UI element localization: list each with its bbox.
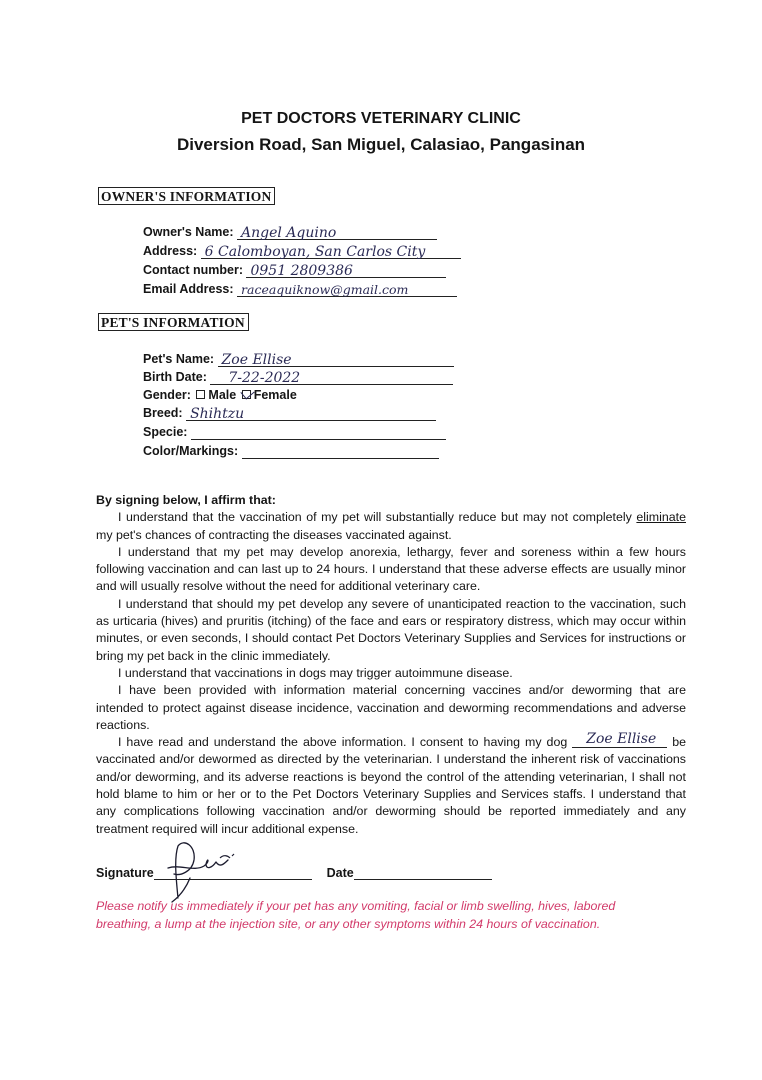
birth-date-value: 7-22-2022	[228, 370, 301, 386]
pet-name-value: Zoe Ellise	[221, 352, 292, 368]
birth-date-label: Birth Date:	[143, 370, 207, 384]
color-markings-field	[143, 443, 439, 459]
owner-contact-field	[143, 262, 446, 278]
affirmation-paragraph-5: I have been provided with information material concerning vaccines and/or deworming that are intended to protect against disease incidence, vaccination and deworming recommendations and adverse reactions.	[96, 683, 686, 732]
color-markings-label: Color/Markings:	[143, 444, 239, 458]
female-option-label: Female	[253, 388, 297, 402]
owner-address-label: Address:	[143, 244, 198, 258]
specie-label: Specie:	[143, 425, 188, 439]
affirmation-paragraph-3: I understand that should my pet develop any severe of unanticipated reaction to the vaccination, such as urticaria (hives) and pruritis (itching) of the face and ears or respiratory distress, which may occur within minutes, or even seconds, I should contact Pet Doctors Veterinary Supplies and Services for instructions or bring my pet back in the clinic immediately.	[96, 596, 686, 663]
owner-email-field	[143, 281, 457, 297]
owner-section-heading: OWNER'S INFORMATION	[98, 187, 275, 205]
clinic-address: Diversion Road, San Miguel, Calasiao, Pangasinan	[176, 135, 586, 154]
gender-label: Gender:	[143, 388, 191, 402]
breed-field	[143, 405, 436, 421]
pet-section-heading: PET'S INFORMATION	[98, 313, 249, 331]
owner-name-field	[143, 224, 437, 240]
specie-field	[143, 424, 446, 440]
signature-label: Signature	[96, 866, 154, 880]
affirmation-lead: By signing below, I affirm that:	[96, 493, 276, 507]
specie-line	[191, 425, 446, 440]
affirmation-paragraph-1: I understand that the vaccination of my pet will substantially reduce but may not completely eliminate my pet's chances of contracting the diseases vaccinated against.	[96, 510, 686, 542]
affirmation-paragraph-2: I understand that my pet may develop anorexia, lethargy, fever and soreness within a few hours following vaccination and can last up to 24 hours. I understand that these adverse effects are usually minor and will usually resolve without the need for additional veterinary care.	[96, 544, 686, 594]
date-line	[354, 865, 492, 880]
owner-email-value: raceaquiknow@gmail.com	[241, 282, 409, 297]
owner-contact-label: Contact number:	[143, 263, 243, 277]
owner-email-label: Email Address:	[143, 282, 234, 296]
handwritten-signature	[150, 838, 270, 904]
affirmation-text	[96, 492, 686, 838]
color-markings-line	[242, 444, 439, 459]
pet-name-label: Pet's Name:	[143, 352, 215, 366]
breed-label: Breed:	[143, 406, 183, 420]
affirmation-paragraph-6: I have read and understand the above information. I consent to having my dog Zoe Ellise be vaccinated and/or dewormed as directed by the veterinarian. I understand the inherent risk of vaccinations and/or deworming, and its adverse reactions is beyond the control of the attending veterinarian, I shall not hold blame to him or her or to the Pet Doctors Veterinary Supplies and Services staffs. I understand that any complications following vaccination and/or deworming should be reported immediately and any treatment required will incur additional expense.	[96, 730, 687, 836]
clinic-name: PET DOCTORS VETERINARY CLINIC	[241, 110, 521, 127]
pet-name-field	[143, 351, 454, 367]
owner-address-field	[143, 243, 461, 259]
consent-dog-name: Zoe Ellise	[586, 730, 657, 747]
female-checkbox	[242, 390, 251, 399]
birth-date-field	[143, 369, 453, 385]
male-option-label: Male	[208, 388, 237, 402]
breed-value: Shihtzu	[190, 406, 245, 422]
date-label: Date	[326, 866, 354, 880]
owner-address-value: 6 Calomboyan, San Carlos City	[204, 244, 426, 260]
owner-name-value: Angel Aquino	[241, 225, 337, 241]
owner-contact-value: 0951 2809386	[250, 263, 353, 279]
male-checkbox	[196, 390, 205, 399]
affirmation-paragraph-4: I understand that vaccinations in dogs may trigger autoimmune disease.	[118, 665, 513, 680]
aftercare-notice: Please notify us immediately if your pet has any vomiting, facial or limb swelling, hives, labored breathing, a lump at the injection site, or any other symptoms within 24 hours of vaccination.	[96, 899, 616, 931]
gender-field	[143, 387, 297, 403]
owner-name-label: Owner's Name:	[143, 225, 234, 239]
